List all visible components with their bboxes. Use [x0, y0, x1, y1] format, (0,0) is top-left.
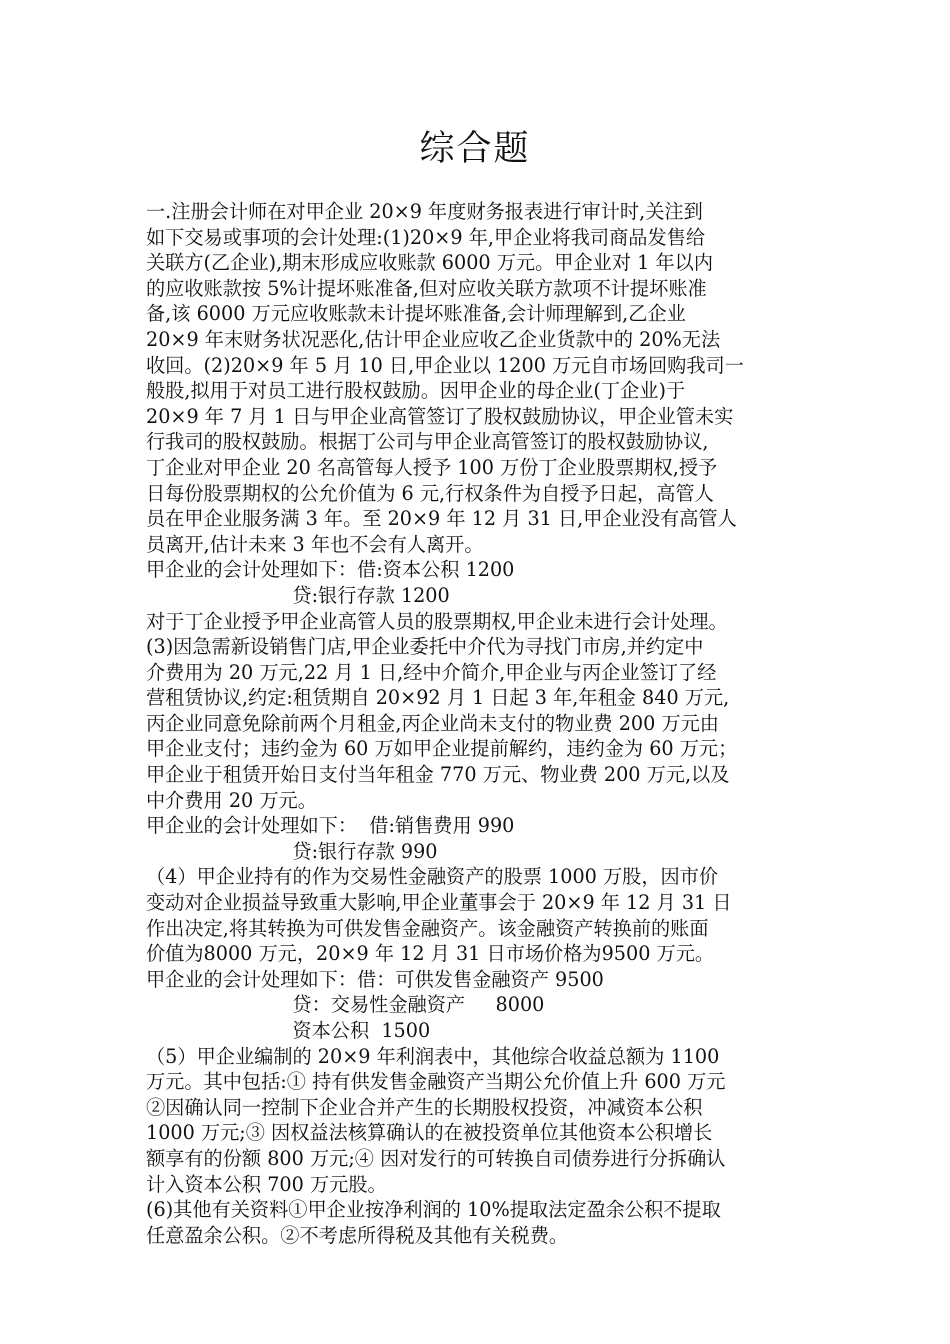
text-line: （5）甲企业编制的 20×9 年利润表中，其他综合收益总额为 1100	[146, 1044, 720, 1068]
text-line: 计入资本公积 700 万元股。	[146, 1172, 387, 1196]
text-line: (6)其他有关资料①甲企业按净利润的 10%提取法定盈余公积不提取	[146, 1198, 721, 1222]
text-line: 对于丁企业授予甲企业高管人员的股票期权,甲企业未进行会计处理。	[146, 609, 728, 633]
document-body	[146, 199, 814, 1248]
text-line: 丙企业同意免除前两个月租金,丙企业尚未支付的物业费 200 万元由	[146, 711, 719, 735]
text-line: 价值为8000 万元，20×9 年 12 月 31 日市场价格为9500 万元。	[146, 942, 715, 966]
text-line: 日每份股票期权的公允价值为 6 元,行权条件为自授予日起，高管人	[146, 481, 714, 505]
text-line: (3)因急需新设销售门店,甲企业委托中介代为寻找门市房,并约定中	[146, 635, 704, 659]
text-line: 甲企业支付；违约金为 60 万如甲企业提前解约，违约金为 60 万元；	[146, 737, 738, 761]
text-line: 中介费用 20 万元。	[146, 788, 317, 812]
text-line: 20×9 年末财务状况恶化,估计甲企业应收乙企业货款中的 20%无法	[146, 327, 721, 351]
text-line: 一.注册会计师在对甲企业 20×9 年度财务报表进行审计时,关注到	[146, 200, 703, 223]
text-line: 万元。其中包括:① 持有供发售金融资产当期公允价值上升 600 万元	[146, 1070, 726, 1094]
text-line: 20×9 年 7 月 1 日与甲企业高管签订了股权鼓励协议，甲企业管未实	[146, 404, 734, 428]
text-line: 员离开,估计未来 3 年也不会有人离开。	[146, 532, 484, 556]
text-line: 贷：交易性金融资产 8000	[146, 993, 545, 1017]
text-line: 备,该 6000 万元应收账款未计提坏账准备,会计师理解到,乙企业	[146, 302, 686, 326]
text-line: 甲企业的会计处理如下：借：可供发售金融资产 9500	[146, 967, 604, 991]
text-line: 员在甲企业服务满 3 年。至 20×9 年 12 月 31 日,甲企业没有高管人	[146, 507, 737, 531]
text-line: 关联方(乙企业),期末形成应收账款 6000 万元。甲企业对 1 年以内	[146, 251, 714, 275]
text-line: 的应收账款按 5%计提坏账准备,但对应收关联方款项不计提坏账准	[146, 276, 707, 300]
text-line: 资本公积 1500	[146, 1019, 431, 1042]
page-title: 综合题	[419, 129, 531, 169]
text-line: 任意盈余公积。②不考虑所得税及其他有关税费。	[146, 1223, 569, 1247]
text-line: 变动对企业损益导致重大影响,甲企业董事会于 20×9 年 12 月 31 日	[146, 891, 732, 915]
text-line: 收回。(2)20×9 年 5 月 10 日,甲企业以 1200 万元自市场回购我司一	[146, 353, 744, 377]
text-line: 1000 万元;③ 因权益法核算确认的在被投资单位其他资本公积增长	[146, 1121, 713, 1145]
text-line: 额享有的份额 800 万元;④ 因对发行的可转换自司债券进行分拆确认	[146, 1146, 726, 1170]
text-line: （4）甲企业持有的作为交易性金融资产的股票 1000 万股，因市价	[146, 865, 719, 889]
text-line: 般股,拟用于对员工进行股权鼓励。因甲企业的母企业(丁企业)于	[146, 379, 686, 403]
text-line: 甲企业于租赁开始日支付当年租金 770 万元、物业费 200 万元,以及	[146, 763, 730, 787]
text-line: 介费用为 20 万元,22 月 1 日,经中介简介,甲企业与丙企业签订了经	[146, 660, 717, 684]
text-line: 行我司的股权鼓励。根据丁公司与甲企业高管签订的股权鼓励协议,	[146, 430, 709, 454]
text-line: 贷:银行存款 1200	[146, 583, 450, 607]
text-line: 如下交易或事项的会计处理:(1)20×9 年,甲企业将我司商品发售给	[146, 225, 706, 249]
text-line: 丁企业对甲企业 20 名高管每人授予 100 万份丁企业股票期权,授予	[146, 455, 718, 479]
text-line: 甲企业的会计处理如下：借:资本公积 1200	[146, 558, 515, 582]
text-line: 贷:银行存款 990	[146, 839, 438, 863]
text-line: ②因确认同一控制下企业合并产生的长期股权投资，冲减资本公积	[146, 1095, 703, 1119]
text-line: 营租赁协议,约定:租赁期自 20×92 月 1 日起 3 年,年租金 840 万元,	[146, 686, 730, 710]
text-line: 甲企业的会计处理如下： 借:销售费用 990	[146, 814, 515, 838]
text-line: 作出决定,将其转换为可供发售金融资产。该金融资产转换前的账面	[146, 916, 709, 940]
